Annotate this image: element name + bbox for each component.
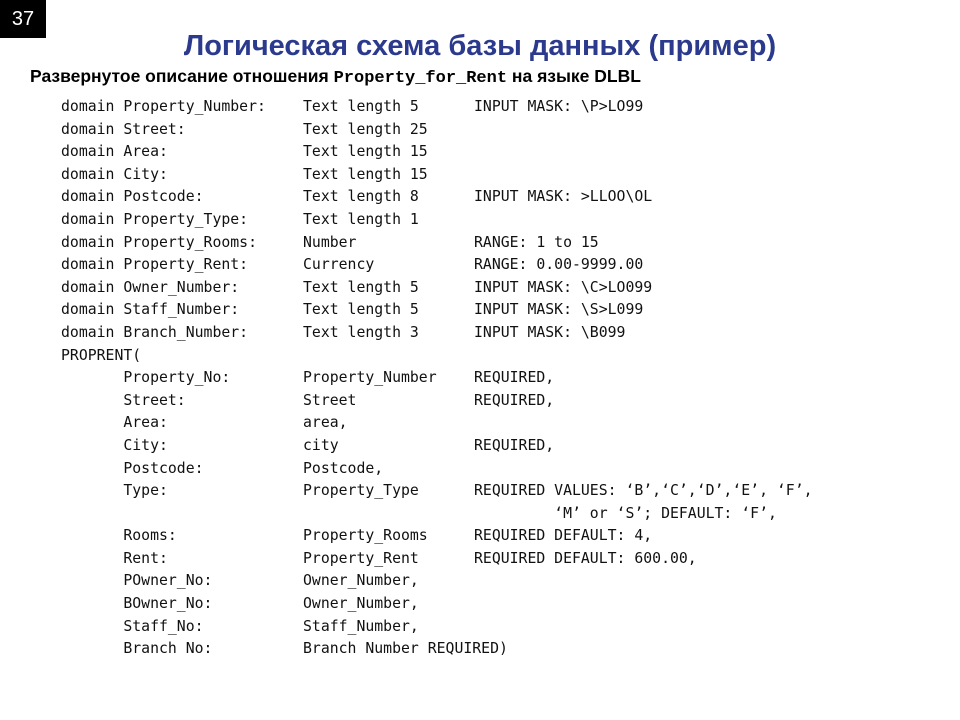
code-line-name: domain Property_Rent: (61, 256, 249, 274)
code-line-type: Text length 3 (303, 323, 419, 341)
code-line-name: Street: (61, 391, 186, 409)
code-line-name: domain Property_Type: (61, 210, 249, 228)
slide-number: 37 (0, 0, 46, 38)
code-line-name: domain Branch_Number: (61, 323, 249, 341)
subtitle-suffix: на языке DLBL (507, 66, 641, 86)
code-line-type: Owner_Number, (303, 595, 419, 613)
code-line-type: Text length 1 (303, 210, 419, 228)
code-line-constraint: INPUT MASK: \C>LO099 (474, 278, 653, 296)
code-line-constraint: REQUIRED DEFAULT: 4, (474, 527, 653, 545)
code-line-constraint: REQUIRED DEFAULT: 600.00, (474, 549, 697, 567)
code-line-name: PROPRENT( (61, 346, 142, 364)
code-line-type: Currency (303, 256, 375, 274)
code-line-constraint: RANGE: 1 to 15 (474, 233, 599, 251)
code-line-type: Property_Number (303, 369, 437, 387)
code-line-type: city (303, 436, 339, 454)
page-title: Логическая схема базы данных (пример) (183, 30, 777, 62)
code-line-constraint: INPUT MASK: >LLOO\OL (474, 188, 653, 206)
code-line-name: BOwner_No: (61, 595, 213, 613)
code-line-type: Street (303, 391, 357, 409)
code-line-constraint: REQUIRED, (474, 436, 555, 454)
code-line-constraint: REQUIRED, (474, 391, 555, 409)
code-line-name: Branch No: (61, 640, 213, 658)
code-line-name: domain Staff_Number: (61, 301, 240, 319)
code-line-type: Property_Rooms (303, 527, 428, 545)
code-line-name: domain Property_Number: (61, 98, 266, 115)
code-line-type: Postcode, (303, 459, 384, 477)
code-line-type: area, (303, 414, 348, 432)
code-line-type: Property_Type (303, 482, 419, 500)
code-line-type: Owner_Number, (303, 572, 419, 590)
code-line-name: domain City: (61, 165, 168, 183)
code-line-name: domain Street: (61, 120, 186, 138)
code-line-constraint: REQUIRED, (474, 369, 555, 387)
code-line-type: Text length 8 (303, 188, 419, 206)
code-line-constraint: INPUT MASK: \S>L099 (474, 301, 644, 319)
code-line-name: Rent: (61, 549, 168, 567)
code-line-name: domain Owner_Number: (61, 278, 240, 296)
code-line-name: POwner_No: (61, 572, 213, 590)
code-line-name: Rooms: (61, 527, 177, 545)
code-line-name: domain Postcode: (61, 188, 204, 206)
code-line-type: Branch Number REQUIRED) (303, 640, 508, 658)
code-line-constraint: ‘M’ or ‘S’; DEFAULT: ‘F’, (474, 504, 777, 522)
code-line-type: Text length 5 (303, 278, 419, 296)
code-line-name: City: (61, 436, 168, 454)
code-line-name: domain Area: (61, 143, 168, 161)
code-line-name: Staff_No: (61, 617, 204, 635)
code-line-type: Text length 5 (303, 98, 419, 115)
code-line-type: Property_Rent (303, 549, 419, 567)
code-line-name: Property_No: (61, 369, 231, 387)
code-line-name: Postcode: (61, 459, 204, 477)
code-line-constraint: RANGE: 0.00-9999.00 (474, 256, 644, 274)
code-line-name: Type: (61, 482, 168, 500)
code-line-type: Staff_Number, (303, 617, 419, 635)
code-line-constraint: INPUT MASK: \P>LO99 (474, 98, 644, 115)
code-line-type: Text length 15 (303, 143, 428, 161)
code-line-type: Text length 25 (303, 120, 428, 138)
code-line-name: Area: (61, 414, 168, 432)
code-line-name: domain Property_Rooms: (61, 233, 257, 251)
code-line-constraint: REQUIRED VALUES: ‘B’,‘C’,‘D’,‘E’, ‘F’, (474, 482, 813, 500)
subtitle (30, 66, 641, 88)
code-line-type: Text length 5 (303, 301, 419, 319)
subtitle-relation: Property_for_Rent (333, 69, 508, 88)
code-line-type: Text length 15 (303, 165, 428, 183)
code-line-constraint: INPUT MASK: \B099 (474, 323, 626, 341)
code-line-type: Number (303, 233, 357, 251)
subtitle-prefix: Развернутое описание отношения (30, 66, 334, 86)
